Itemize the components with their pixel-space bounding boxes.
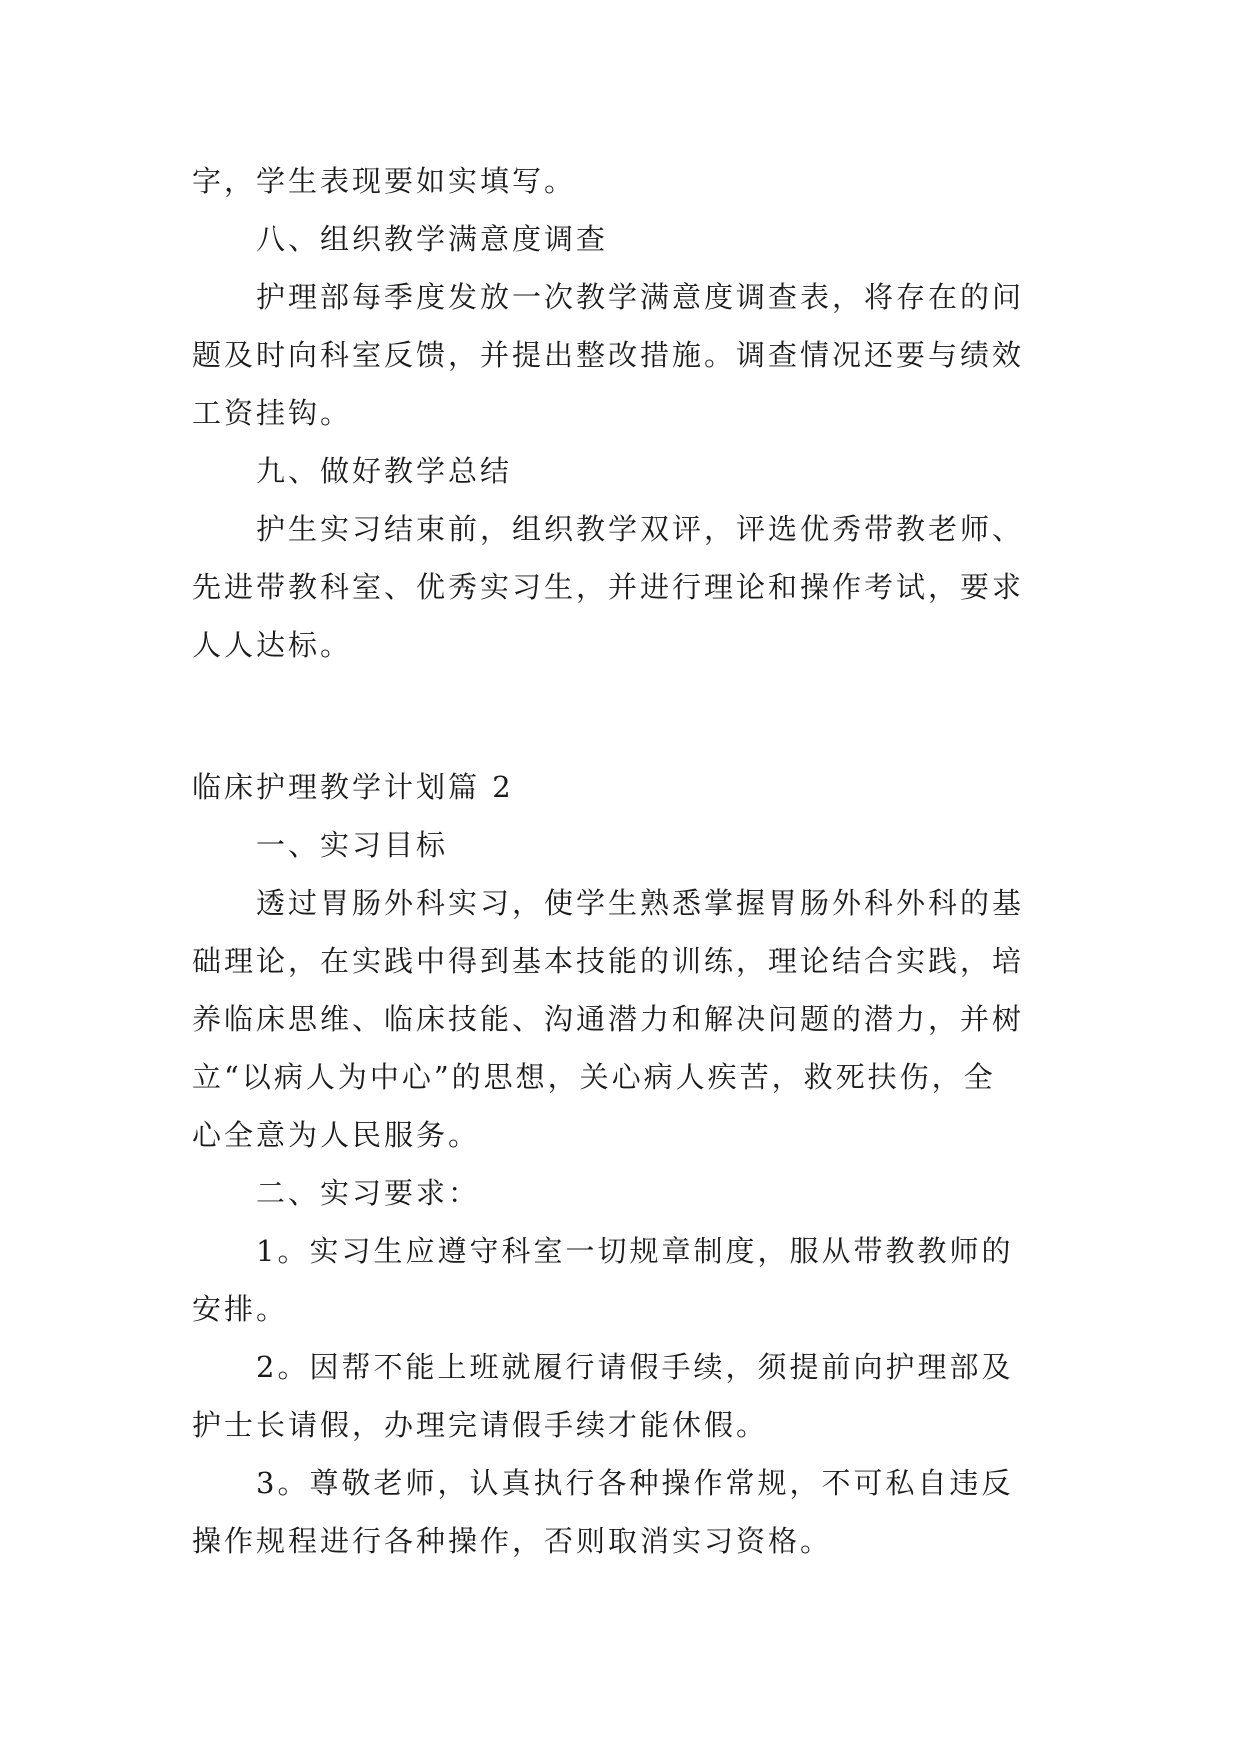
paragraph-line: 人人达标。	[192, 628, 353, 662]
paragraph-line: 先进带教科室、优秀实习生，并进行理论和操作考试，要求	[192, 570, 1025, 604]
list-item-line: 护士长请假，办理完请假手续才能休假。	[192, 1408, 769, 1442]
list-item-line: 安排。	[192, 1292, 289, 1326]
text-line: 字，学生表现要如实填写。	[192, 164, 577, 198]
section-heading-2: 二、实习要求：	[256, 1176, 481, 1210]
paragraph-line: 护理部每季度发放一次教学满意度调查表，将存在的问	[256, 280, 1025, 314]
document-body	[192, 152, 1054, 1570]
paragraph-line: 题及时向科室反馈，并提出整改措施。调查情况还要与绩效	[192, 338, 1025, 372]
section-heading-1: 一、实习目标	[256, 828, 449, 862]
paragraph-line: 工资挂钩。	[192, 396, 353, 430]
paragraph-line: 心全意为人民服务。	[192, 1118, 481, 1152]
list-item-line: 操作规程进行各种操作，否则取消实习资格。	[192, 1524, 833, 1558]
paragraph-line: 立“以病人为中心”的思想，关心病人疾苦，救死扶伤，全	[192, 1060, 996, 1094]
paragraph-line: 护生实习结束前，组织教学双评，评选优秀带教老师、	[256, 512, 1025, 546]
list-item-line: 1。实习生应遵守科室一切规章制度，服从带教教师的	[256, 1234, 1014, 1268]
paragraph-line: 养临床思维、临床技能、沟通潜力和解决问题的潜力，并树	[192, 1002, 1025, 1036]
list-item-line: 3。尊敬老师，认真执行各种操作常规，不可私自违反	[256, 1466, 1014, 1500]
list-item-line: 2。因帮不能上班就履行请假手续，须提前向护理部及	[256, 1350, 1014, 1384]
paragraph-line: 础理论，在实践中得到基本技能的训练，理论结合实践，培	[192, 944, 1025, 978]
paragraph-line: 透过胃肠外科实习，使学生熟悉掌握胃肠外科外科的基	[256, 886, 1025, 920]
section-heading-8: 八、组织教学满意度调查	[256, 222, 609, 256]
document-section-title: 临床护理教学计划篇 2	[192, 770, 514, 804]
section-heading-9: 九、做好教学总结	[256, 454, 513, 488]
